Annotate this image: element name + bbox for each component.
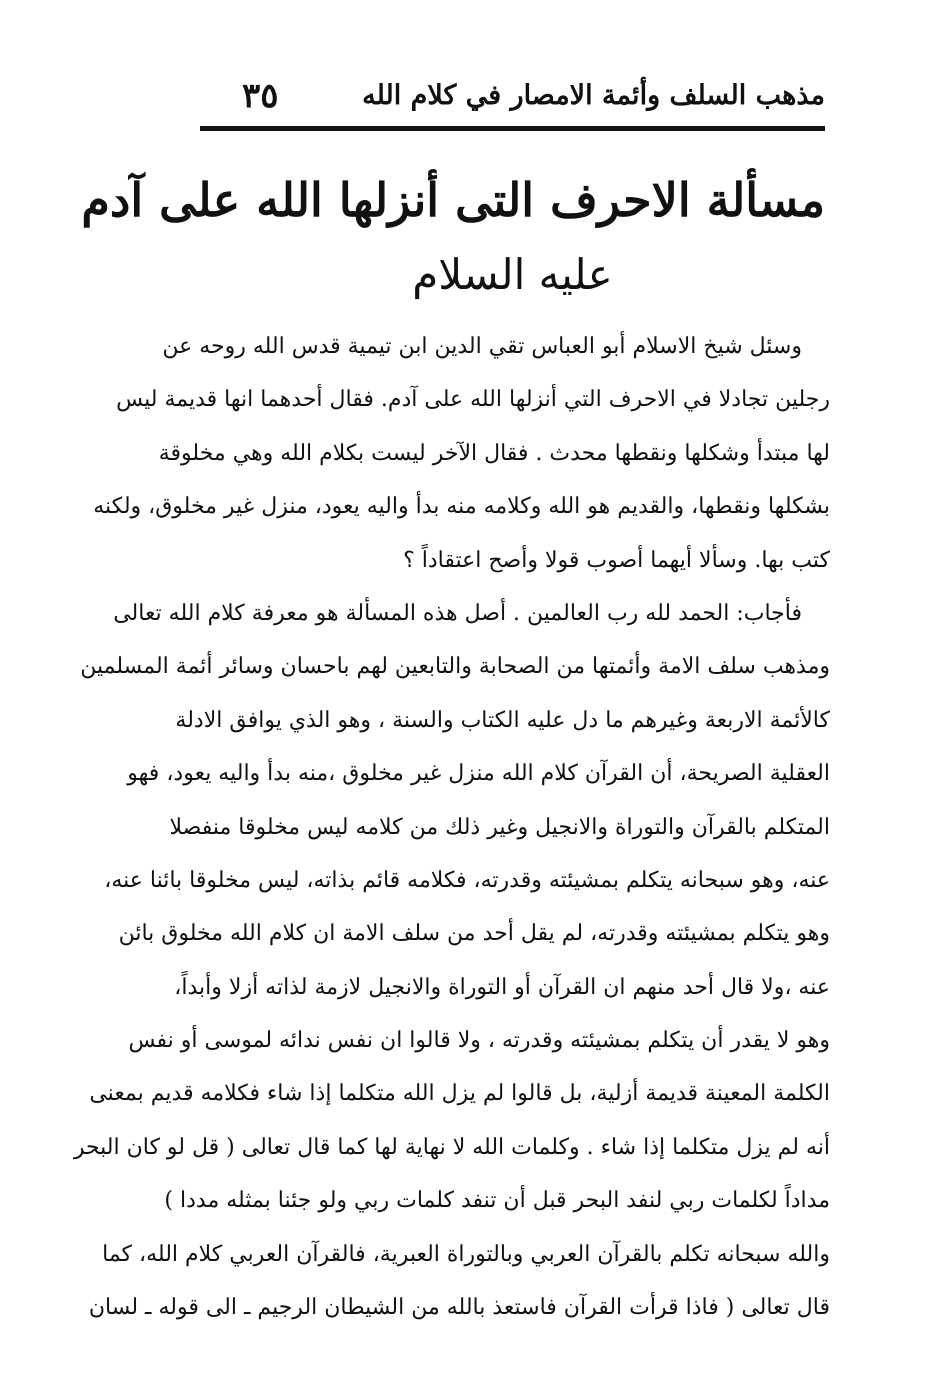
text-line: وهو يتكلم بمشيئته وقدرته، لم يقل أحد من سلف الامة ان كلام الله مخلوق بائن — [118, 921, 830, 947]
text-line: العقلية الصريحة، أن القرآن كلام الله منزل غير مخلوق ،منه بدأ واليه يعود، فهو — [127, 761, 830, 787]
text-line: أنه لم يزل متكلما إذا شاء . وكلمات الله لا نهاية لها كما قال تعالى ( قل لو كان البحر — [73, 1134, 830, 1160]
chapter-title-line-1: مسألة الاحرف التى أنزلها الله على آدم — [81, 173, 825, 227]
text-line: فأجاب: الحمد لله رب العالمين . أصل هذه المسألة هو معرفة كلام الله تعالى — [113, 600, 802, 626]
text-line: بشكلها ونقطها، والقديم هو الله وكلامه منه بدأ واليه يعود، منزل غير مخلوق، ولكنه — [93, 494, 830, 520]
header-rule — [200, 126, 825, 131]
text-line: ومذهب سلف الامة وأئمتها من الصحابة والتابعين لهم باحسان وسائر أئمة المسلمين — [80, 654, 830, 680]
text-line: قال تعالى ( فاذا قرأت القرآن فاستعذ بالله من الشيطان الرجيم ـ الى قوله ـ لسان — [88, 1295, 830, 1321]
running-title: مذهب السلف وأئمة الامصار في كلام الله — [362, 80, 825, 111]
text-line: رجلين تجادلا في الاحرف التي أنزلها الله على آدم. فقال أحدهما انها قديمة ليس — [116, 387, 830, 413]
text-line: مداداً لكلمات ربي لنفد البحر قبل أن تنفد كلمات ربي ولو جئنا بمثله مددا ) — [164, 1188, 830, 1214]
page-number: ٣٥ — [242, 76, 279, 116]
text-line: المتكلم بالقرآن والتوراة والانجيل وغير ذلك من كلامه ليس مخلوقا منفصلا — [169, 814, 830, 840]
text-line: لها مبتدأ وشكلها ونقطها محدث . فقال الآخر ليست بكلام الله وهي مخلوقة — [158, 440, 830, 466]
chapter-title-line-2: عليه السلام — [412, 250, 613, 299]
text-line: كتب بها. وسألا أيهما أصوب قولا وأصح اعتقاداً ؟ — [403, 547, 830, 573]
text-line: وهو لا يقدر أن يتكلم بمشيئته وقدرته ، ولا قالوا ان نفس ندائه لموسى أو نفس — [128, 1028, 830, 1054]
page-header — [200, 72, 825, 122]
text-line: وسئل شيخ الاسلام أبو العباس تقي الدين ابن تيمية قدس الله روحه عن — [162, 334, 802, 359]
text-line: كالأئمة الاربعة وغيرهم ما دل عليه الكتاب والسنة ، وهو الذي يوافق الادلة — [175, 707, 830, 733]
chapter-title — [81, 160, 825, 310]
text-line: والله سبحانه تكلم بالقرآن العربي وبالتوراة العبرية، فالقرآن العربي كلام الله، كما — [102, 1241, 830, 1267]
text-line: عنه ،ولا قال أحد منهم ان القرآن أو التوراة والانجيل لازمة لذاته أزلا وأبداً، — [174, 974, 830, 1000]
text-line: الكلمة المعينة قديمة أزلية، بل قالوا لم يزل الله متكلما إذا شاء فكلامه قديم بمعنى — [89, 1081, 830, 1107]
text-line: عنه، وهو سبحانه يتكلم بمشيئته وقدرته، فكلامه قائم بذاته، ليس مخلوقا بائنا عنه، — [104, 867, 830, 893]
body-text — [73, 320, 830, 1334]
